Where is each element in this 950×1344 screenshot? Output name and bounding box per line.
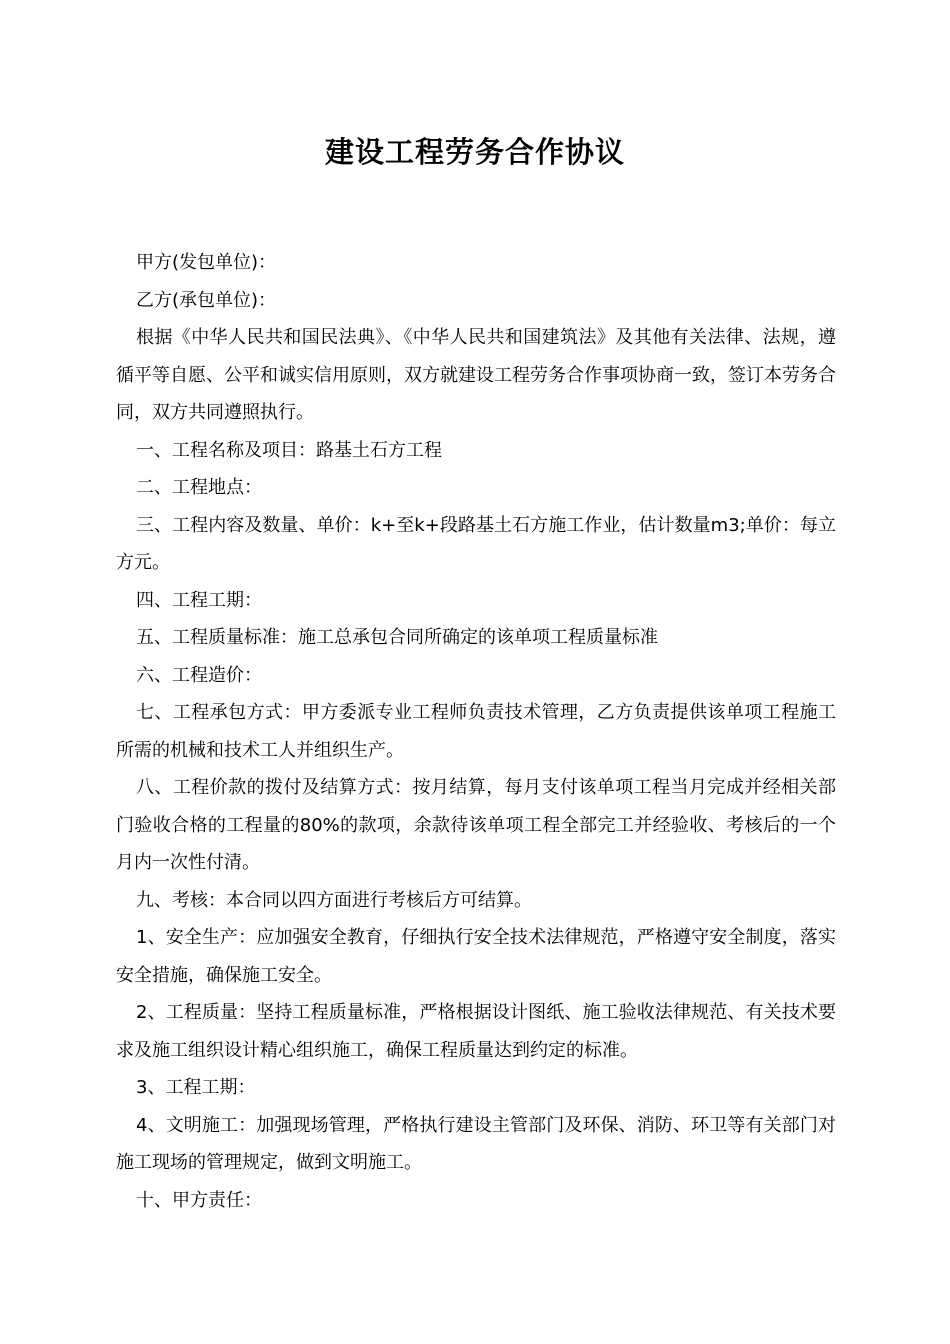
party-a-line: 甲方(发包单位)： bbox=[136, 252, 277, 273]
clause-10-party-a-duties: 十、甲方责任： bbox=[136, 1189, 262, 1211]
assessment-item-safety: 1、安全生产：应加强安全教育，仔细执行安全技术法律规范，严格遵守安全制度，落实安全措施，确保施工安全。 bbox=[116, 927, 836, 986]
clause-2-location: 二、工程地点： bbox=[136, 477, 262, 498]
clause-8-payment: 八、工程价款的拨付及结算方式：按月结算，每月支付该单项工程当月完成并经相关部门验收合格的工程量的80%的款项，余款待该单项工程全部完工并经验收、考核后的一个月内一次性付清。 bbox=[116, 777, 836, 873]
clause-7-contract-mode: 七、工程承包方式：甲方委派专业工程师负责技术管理，乙方负责提供该单项工程施工所需的机械和技术工人并组织生产。 bbox=[116, 702, 836, 761]
clause-1-project-name: 一、工程名称及项目：路基土石方工程 bbox=[136, 439, 442, 461]
document-title: 建设工程劳务合作协议 bbox=[324, 135, 625, 169]
clause-6-cost: 六、工程造价： bbox=[136, 664, 262, 686]
document-body bbox=[116, 244, 836, 1219]
clause-4-duration: 四、工程工期： bbox=[136, 589, 262, 611]
assessment-item-civilized-construction: 4、文明施工：加强现场管理，严格执行建设主管部门及环保、消防、环卫等有关部门对施工现场的管理规定，做到文明施工。 bbox=[116, 1114, 836, 1173]
clause-9-assessment: 九、考核：本合同以四方面进行考核后方可结算。 bbox=[136, 889, 532, 911]
clause-3-scope: 三、工程内容及数量、单价：k+至k+段路基土石方施工作业，估计数量m3;单价：每立方元。 bbox=[116, 514, 836, 573]
assessment-item-schedule: 3、工程工期： bbox=[136, 1077, 256, 1098]
party-b-line: 乙方(承包单位)： bbox=[136, 289, 277, 311]
assessment-item-quality: 2、工程质量：坚持工程质量标准，严格根据设计图纸、施工验收法律规范、有关技术要求及施工组织设计精心组织施工，确保工程质量达到约定的标准。 bbox=[116, 1002, 836, 1061]
preamble-paragraph: 根据《中华人民共和国民法典》、《中华人民共和国建筑法》及其他有关法律、法规，遵循平等自愿、公平和诚实信用原则，双方就建设工程劳务合作事项协商一致，签订本劳务合同，双方共同遵照执行。 bbox=[116, 327, 836, 423]
clause-5-quality: 五、工程质量标准：施工总承包合同所确定的该单项工程质量标准 bbox=[136, 627, 658, 648]
